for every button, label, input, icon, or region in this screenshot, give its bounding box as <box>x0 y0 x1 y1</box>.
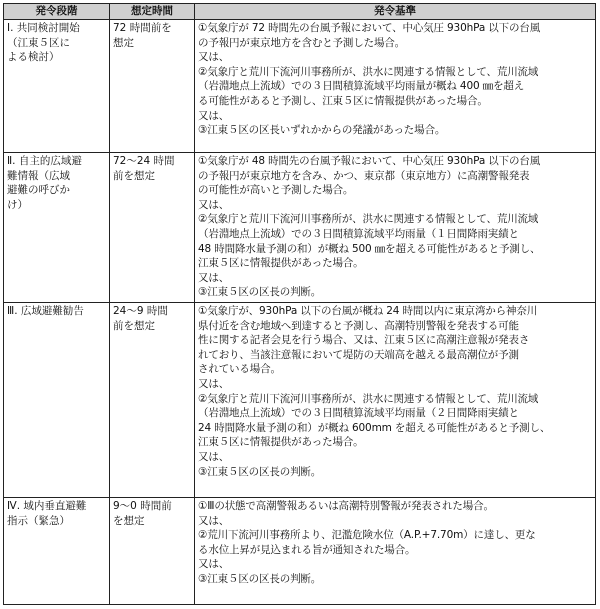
criteria-line: 又は、 <box>198 198 230 211</box>
time-cell <box>110 153 195 303</box>
stage-line: 難情報（広域 <box>7 169 70 182</box>
criteria-line: 24 時間降水量予測の和）が概ね 600mm を超える可能性があると予測し、 <box>198 421 551 434</box>
criteria-line: 又は、 <box>198 377 230 390</box>
criteria-cell <box>195 498 596 605</box>
criteria-document <box>3 3 595 605</box>
criteria-line: 県付近を含む地域へ到達すると予測し、高潮特別警報を発表する可能 <box>198 319 519 332</box>
time-line: 前を想定 <box>113 169 155 182</box>
stage-line: Ⅰ. 共同検討開始 <box>7 22 80 34</box>
stage-cell <box>4 303 110 498</box>
criteria-line: ①Ⅲの状態で高潮警報あるいは高潮特別警報が発表された場合。 <box>198 500 494 512</box>
table-row <box>4 498 596 605</box>
time-line: 前を想定 <box>113 319 155 332</box>
criteria-line: ①気象庁が 48 時間先の台風予報において、中心気圧 930hPa 以下の台風 <box>198 155 541 167</box>
criteria-line: ③江東５区の区長の判断。 <box>198 572 322 585</box>
time-cell <box>110 303 195 498</box>
time-line: 想定 <box>113 36 134 49</box>
criteria-line: 又は、 <box>198 450 230 463</box>
criteria-line: れており、当該注意報において堤防の天端高を越える最高潮位が予測 <box>198 348 519 361</box>
criteria-cell <box>195 303 596 498</box>
header-stage: 発令段階 <box>4 4 110 20</box>
stage-line: け） <box>7 198 28 211</box>
criteria-line: 又は、 <box>198 271 230 284</box>
table-row <box>4 153 596 303</box>
stage-line: Ⅱ. 自主的広域避 <box>7 155 82 167</box>
criteria-line: ③江東５区の区長の判断。 <box>198 465 322 478</box>
table-header-row <box>4 4 596 20</box>
stage-line: Ⅲ. 広域避難勧告 <box>7 305 84 317</box>
criteria-line: 又は、 <box>198 514 230 527</box>
criteria-line: 又は、 <box>198 51 230 64</box>
criteria-line: （岩淵地点上流域）での３日間積算流域平均雨量が概ね 400 ㎜を超え <box>198 80 525 93</box>
stage-line: 避難の呼びか <box>7 184 70 197</box>
criteria-line: の可能性が高いと予測した場合。 <box>198 184 354 197</box>
criteria-cell <box>195 153 596 303</box>
stage-cell <box>4 498 110 605</box>
criteria-line: の予報円が東京地方を含み、かつ、東京都（東京地方）に高潮警報発表 <box>198 169 530 182</box>
criteria-line: る可能性があると予測し、江東５区に情報提供があった場合。 <box>198 94 488 107</box>
time-line: 24～9 時間 <box>113 305 168 317</box>
criteria-line: （岩淵地点上流域）での３日間積算流域平均雨量（１日間降雨実績と <box>198 227 519 240</box>
criteria-line: 江東５区に情報提供があった場合。 <box>198 257 364 270</box>
header-criteria: 発令基準 <box>195 4 596 20</box>
table-row <box>4 303 596 498</box>
criteria-line: 性に関する記者会見を行う場合、又は、江東５区に高潮注意報が発表さ <box>198 334 530 347</box>
criteria-line: ②気象庁と荒川下流河川事務所が、洪水に関連する情報として、荒川流域 <box>198 213 539 226</box>
stage-line: 指示（緊急） <box>7 514 70 527</box>
criteria-line: 又は、 <box>198 109 230 122</box>
criteria-line: ①気象庁が、930hPa 以下の台風が概ね 24 時間以内に東京湾から神奈川 <box>198 305 538 317</box>
criteria-line: 又は、 <box>198 558 230 571</box>
stage-cell <box>4 20 110 153</box>
time-line: 72 時間前を <box>113 22 172 34</box>
time-line: 9～0 時間前 <box>113 500 172 512</box>
criteria-line: ①気象庁が 72 時間先の台風予報において、中心気圧 930hPa 以下の台風 <box>198 22 541 34</box>
criteria-line: の予報円が東京地方を含むと予測した場合。 <box>198 36 405 49</box>
criteria-line: ②荒川下流河川事務所より、氾濫危険水位（A.P.+7.70m）に達し、更な <box>198 529 536 542</box>
header-time: 想定時間 <box>110 4 195 20</box>
criteria-line: されている場合。 <box>198 363 281 376</box>
stage-cell <box>4 153 110 303</box>
criteria-line: ②気象庁と荒川下流河川事務所が、洪水に関連する情報として、荒川流域 <box>198 65 539 78</box>
criteria-cell <box>195 20 596 153</box>
table-row <box>4 20 596 153</box>
criteria-line: 江東５区に情報提供があった場合。 <box>198 436 364 449</box>
criteria-line: る水位上昇が見込まれる旨が通知された場合。 <box>198 543 416 556</box>
criteria-line: 48 時間降水量予測の和）が概ね 500 ㎜を超える可能性があると予測し、 <box>198 242 541 255</box>
stage-line: よる検討） <box>7 51 60 64</box>
stage-line: Ⅳ. 域内垂直避難 <box>7 500 87 512</box>
criteria-line: ③江東５区の区長いずれかからの発議があった場合。 <box>198 124 446 137</box>
time-cell <box>110 20 195 153</box>
evacuation-criteria-table <box>3 3 596 605</box>
time-cell <box>110 498 195 605</box>
stage-line: （江東５区に <box>7 36 70 49</box>
time-line: を想定 <box>113 514 145 527</box>
time-line: 72～24 時間 <box>113 155 175 167</box>
criteria-line: ②気象庁と荒川下流河川事務所が、洪水に関連する情報として、荒川流域 <box>198 392 539 405</box>
criteria-line: ③江東５区の区長の判断。 <box>198 286 322 299</box>
criteria-line: （岩淵地点上流域）での３日間積算流域平均雨量（２日間降雨実績と <box>198 407 519 420</box>
